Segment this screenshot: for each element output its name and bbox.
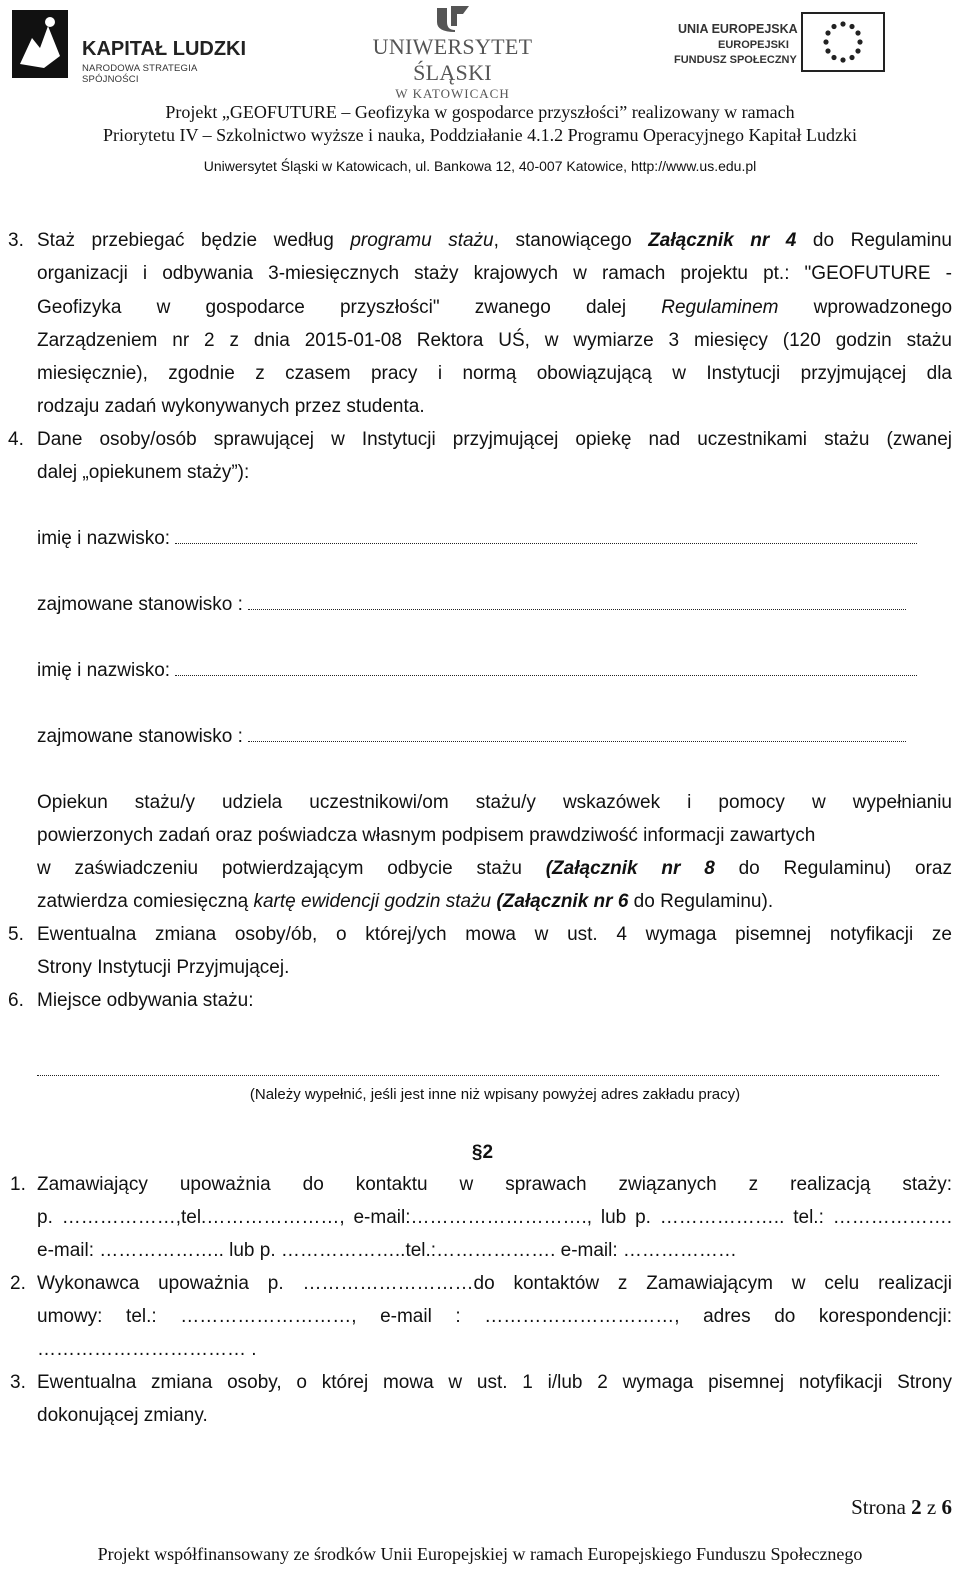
kapital-ludzki-title: KAPITAŁ LUDZKI — [82, 38, 247, 60]
paragraph-5-line-2: Strony Instytucji Przyjmującej. — [37, 957, 290, 978]
paragraph-6-line-1: Miejsce odbywania stażu: — [37, 990, 254, 1011]
guardian-2-name-label: imię i nazwisko: — [37, 660, 176, 681]
kapital-ludzki-subtitle: NARODOWA STRATEGIA SPÓJNOŚCI — [82, 63, 197, 85]
eu-logo — [668, 10, 893, 72]
guardian-1-name-field[interactable] — [37, 522, 917, 555]
section-2-item-1-line-2: p. ………………,tel.…………………, e-mail:………………………., lub p. ……………….. tel.: ………………. — [37, 1207, 952, 1228]
university-name: UNIWERSYTET ŚLĄSKI — [372, 34, 533, 85]
paragraph-3-line-5: miesięcznie), zgodnie z czasem pracy i normą obowiązującą w Instytucji przyjmującej dla — [37, 363, 952, 384]
paragraph-4-number: 4. — [8, 429, 24, 450]
eu-line-3: FUNDUSZ SPOŁECZNY — [674, 54, 797, 66]
section-2-item-3-number: 3. — [10, 1372, 26, 1393]
guardian-2-name-field[interactable] — [37, 654, 917, 687]
guardian-2-name-blank[interactable] — [175, 659, 917, 676]
section-2-item-3-line-2: dokonującej zmiany. — [37, 1405, 208, 1426]
guardian-1-name-label: imię i nazwisko: — [37, 528, 176, 549]
paragraph-5-number: 5. — [8, 924, 24, 945]
guardian-2-position-field[interactable] — [37, 720, 906, 753]
section-2-item-2-line-1: Wykonawca upoważnia p. ………………………do kontaktów z Zamawiającym w celu realizacji — [37, 1273, 952, 1294]
guardian-duties-line-2: powierzonych zadań oraz poświadcza własnym podpisem prawdziwość informacji zawartych — [37, 825, 816, 846]
paragraph-4-line-1: Dane osoby/osób sprawującej w Instytucji przyjmującej opiekę nad uczestnikami stażu (zwanej — [37, 429, 952, 450]
paragraph-3-number: 3. — [8, 230, 24, 251]
paragraph-3-line-6: rodzaju zadań wykonywanych przez studenta. — [37, 396, 425, 417]
cofinancing-footer: Projekt współfinansowany ze środków Unii Europejskiej w ramach Europejskiego Funduszu Społecznego — [97, 1544, 863, 1564]
guardian-1-name-blank[interactable] — [175, 527, 917, 544]
eu-line-2: EUROPEJSKI — [718, 39, 789, 51]
section-2-item-2-line-3: …………………………… . — [37, 1339, 257, 1360]
guardian-2-position-label: zajmowane stanowisko : — [37, 726, 249, 747]
eu-flag-icon — [801, 12, 885, 72]
page-number: Strona 2 z 6 — [851, 1495, 952, 1519]
section-2-item-2-line-2: umowy: tel.: ………………………, e-mail : …………………………, adres do korespondencji: — [37, 1306, 952, 1327]
paragraph-3-line-3: Geofizyka w gospodarce przyszłości" zwanego dalej Regulaminem wprowadzonego — [37, 297, 953, 318]
paragraph-4-line-2: dalej „opiekunem staży”): — [37, 462, 250, 483]
guardian-duties-line-1: Opiekun stażu/y udziela uczestnikowi/om stażu/y wskazówek i pomocy w wypełnianiu — [37, 792, 952, 813]
internship-location-note: (Należy wypełnić, jeśli jest inne niż wpisany powyżej adres zakładu pracy) — [249, 1086, 741, 1103]
section-2-item-2-number: 2. — [10, 1273, 26, 1294]
guardian-duties-line-3: w zaświadczeniu potwierdzającym odbycie stażu (Załącznik nr 8 do Regulaminu) oraz — [37, 858, 952, 879]
guardian-1-position-blank[interactable] — [248, 593, 906, 610]
paragraph-3-line-4: Zarządzeniem nr 2 z dnia 2015-01-08 Rektora UŚ, w wymiarze 3 miesięcy (120 godzin stażu — [37, 330, 952, 351]
section-2-item-3-line-1: Ewentualna zmiana osoby, o której mowa w ust. 1 i/lub 2 wymaga pisemnej notyfikacji Strony — [37, 1372, 952, 1393]
kapital-ludzki-logo — [10, 8, 250, 86]
address-line: Uniwersytet Śląski w Katowicach, ul. Bankowa 12, 40-007 Katowice, http://www.us.edu.pl — [203, 158, 757, 174]
internship-location-blank[interactable] — [37, 1063, 939, 1076]
university-logo — [345, 2, 560, 101]
paragraph-3-line-1: Staż przebiegać będzie według programu stażu, stanowiącego Załącznik nr 4 do Regulaminu — [37, 230, 952, 251]
paragraph-5-line-1: Ewentualna zmiana osoby/ób, o której/ych mowa w ust. 4 wymaga pisemnej notyfikacji ze — [37, 924, 952, 945]
guardian-2-position-blank[interactable] — [248, 725, 906, 742]
project-line-1: Projekt „GEOFUTURE – Geofizyka w gospodarce przyszłości” realizowany w ramach — [165, 102, 795, 122]
project-line-2: Priorytetu IV – Szkolnictwo wyższe i nauka, Poddziałanie 4.1.2 Programu Operacyjnego Kapitał Ludzki — [103, 125, 857, 145]
guardian-1-position-label: zajmowane stanowisko : — [37, 594, 249, 615]
paragraph-6-number: 6. — [8, 990, 24, 1011]
university-city: W KATOWICACH — [395, 86, 510, 101]
guardian-duties-line-4: zatwierdza comiesięczną kartę ewidencji godzin stażu (Załącznik nr 6 do Regulaminu). — [37, 891, 774, 912]
section-2-title: §2 — [471, 1142, 494, 1163]
section-2-item-1-line-3: e-mail: ……………….. lub p. ………………..tel.:………………. e-mail: ……………… — [37, 1240, 737, 1261]
paragraph-3-line-2: organizacji i odbywania 3-miesięcznych staży krajowych w ramach projektu pt.: "GEOFUTURE - — [37, 263, 952, 284]
guardian-1-position-field[interactable] — [37, 588, 906, 621]
eu-line-1: UNIA EUROPEJSKA — [678, 22, 798, 36]
university-emblem-icon — [433, 4, 473, 34]
kapital-ludzki-emblem-icon — [10, 8, 76, 84]
section-2-item-1-number: 1. — [10, 1174, 26, 1195]
section-2-item-1-line-1: Zamawiający upoważnia do kontaktu w sprawach związanych z realizacją staży: — [37, 1174, 952, 1195]
